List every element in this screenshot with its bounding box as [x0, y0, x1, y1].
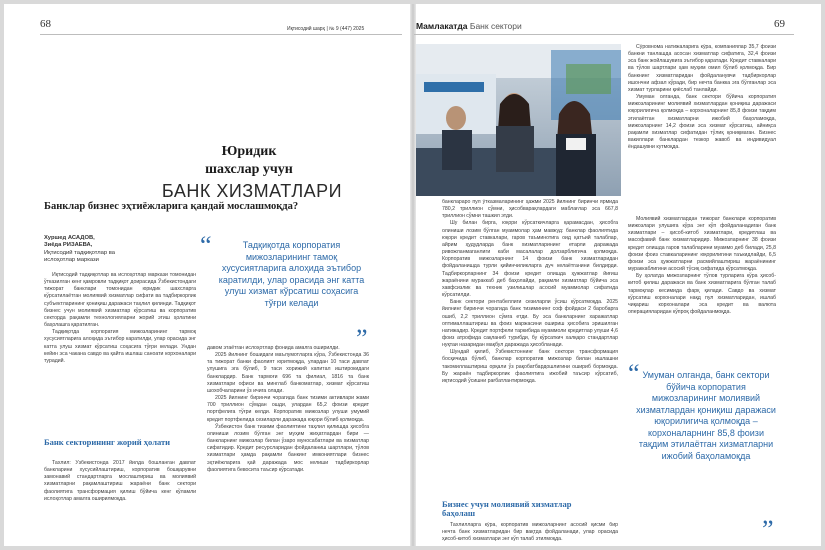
paragraph: Сўровнома натижаларига кўра, компаниялар 35,7 фоизи банкни танлашда асосан хизматлар сифатига, 32,4 фоизи эса банк жойлашувига эътибор қаратади. Кредит ставкалари ва тўлов шартлари ҳам муҳим омил бўлиб қолмоқда. Бир банкнинг хизматларидан фойдаланувчи тадбиркорлар ишончни афзал кўради, бир нечта банкка эга бўлганлар эса хизмат турларини қиёслаб танлайди. [628, 44, 776, 93]
column-right-a-end-text [442, 522, 618, 544]
author-affiliation: Иқтисодий тадқиқотлар ва ислоҳотлар маркази [44, 249, 115, 263]
pull-quote: Умуман олганда, банк сектори бўйича корпоратия мижозларининг молиявий хизматлардан қониқиш даражаси юқорилигича қолмоқда – корхоналарнинг 85,8 фоизи тақдим этилаётган хизматларни ижобий баҳоламоқда [636, 370, 776, 461]
paragraph: 2025 йилнинг бошидаги маълумотларга кўра, Ўзбекистонда 36 та тижорат банки фаолият юритмоқда, улардан 10 таси давлат улушига эга бўлиб, 9 таси хорижий капитал иштирокидаги банклардир. Банк тармоғи 696 та филиал, 1816 та банк хизматлари офиси ва минглаб банкоматлар, хизмат кўрсатиш шохобчаларини ўз ичига олади. [207, 352, 369, 394]
article-subtitle: Банклар бизнес эҳтиёжларига қандай мослашмоқда? [44, 201, 299, 212]
section-header-bold: Мамлакатда [416, 21, 468, 31]
column-1b-text [44, 460, 196, 546]
paragraph: Шу билан бирга, юқори кўрсаткичларга қарамасдан, ҳисобга олиниши лозим бўлган муаммолар ҳам мавжуд: банклар фаолиятида юқори кредит ставкалари, гаров таъминотига оид қатъий талаблар, айрим ҳудудларда банк хизматларининг етарли даражада ривожланмаганлиги каби масалалар долзарблигича қолмоқда. Корпоратив мижозларнинг 14 фоизи банк хизматларидан фойдаланишда турли қийинчиликларга дуч келаётганини билдирди. Тадбиркорларнинг 34 фоизи кредит олишда ҳужжатлар йиғиш жараёнини мураккаб деб баҳолайди, рақамли хизматлар бўйича эса хавфсизлик ва техник узилишлар асосий муаммолар сифатида кўрсатилди. [442, 220, 618, 299]
magazine-header: Иқтисодий шарҳ | № 9 (447) 2025 [287, 26, 365, 32]
column-right-a-text [442, 199, 618, 497]
paragraph: Ўзбекистон банк тизими фаолиятини таҳлил қилишда ҳисобга олиниши лозим бўлган энг муҳим жиҳатлардан бири — банкларнинг мижозлар билан ўзаро муносабатлари ва хизматлар сифатидир. Кредит ресурсларидан фойдаланиш шартлари, тўлов хизматлари ҳамда рақамли банкинг имкониятлари бизнес эҳтиёжларига қай даражада мос келиши тадбиркорлар фаолиятига бевосита таъсир кўрсатади. [207, 423, 369, 473]
paragraph: Тахлил: Ўзбекистонда 2017 йилда бошланган давлат банкларини хусусийлаштириш, корпоратив бошқарувни замонавий стандартларга мослаштириш ва молиявий хизматларни рақамлаштириш жараёни банк сектори фаолиятига трансформация қилиш бўйича кенг кўламли ислоҳотлар амалга оширилмоқда. [44, 460, 196, 502]
right-page [414, 4, 821, 546]
authors-block [44, 235, 194, 264]
paragraph: Шундай қилиб, Ўзбекистоннинг банк сектори трансформация босқичида бўлиб, банклар корпоратив мижозлар билан ишлашни такомиллаштириш орқали ўз рақобатбардошлигини ошириб бормоқда. Бу жараён тадбиркорлик фаолиятига ижобий таъсир кўрсатиб, иқтисодий ўсишни рағбатлантирмоқда. [442, 349, 618, 384]
title-line-2: шахслар учун [205, 162, 293, 177]
paragraph: 2025 йилнинг биринчи чорагида банк тизими активлари жами 700 триллион сўмдан ошди, улардан 65,2 фоизи кредит портфелига тўғри келди. Корпоратив мижозлар улуши умумий кредит портфелида сезиларли даражада юқори бўлиб қолмоқда. [207, 395, 369, 423]
section-heading: Банк секторининг жорий ҳолати [44, 437, 171, 447]
paragraph: Бу ҳолатда мижозларнинг тўлов турларига кўра ҳисоб-китоб қилиш даражаси ва банк хизматларига бўлган талаб тармоқлар кесимида фарқ қилади. Савдо ва хизмат кўрсатиш корхоналари нақд пул хизматларидан, ишлаб чиқариш корхоналари эса кредит ва валюта операцияларидан кўпроқ фойдаланмоқда. [628, 273, 776, 316]
paragraph: Умуман олганда, банк сектори бўйича корпоратия мижозларининг молиявий хизматлардан қониқиш даражаси юқорилигича қолмоқда – корхоналарнинг 85,8 фоизи тақдим этилаётган хизматларни ижобий баҳоламоқда, мижозларнинг 14,2 фоизи эса хизмат кўрсатиш, айниқса рақамли хизматлар сифатидан тўлиқ қониқмаган. Бизнес вакиллари банклардан тезкор жавоб ва индивидуал ёндашувни кутмоқда. [628, 94, 776, 151]
title-line-3: БАНК ХИЗМАТЛАРИ [161, 181, 343, 201]
paragraph: Иқтисодий тадқиқотлар ва ислоҳотлар маркази томонидан ўтказилган кенг қамровли тадқиқот доирасида Ўзбекистондаги тижорат банклари томонидан юридик шахсларга кўрсатилаётган молиявий хизматлар сифати ва тадбиркорлик субъектларининг қониқиш даражаси таҳлил қилинди. Тадқиқот бизнес учун молиявий хизматлар кўрсатиш ва корпоратив секторда рақамли технологияларни жорий этиш ҳолатини баҳолашга қаратилган. [44, 272, 196, 329]
header-rule [40, 34, 402, 35]
quote-close-mark: ” [356, 324, 368, 353]
header-rule [414, 34, 794, 35]
paragraph: Банк сектори рентабеллиги сезиларли ўсиш кўрсатмоқда. 2025 йилнинг биринчи чорагида банк тизимининг соф фойдаси 2 баробарга ошиб, 2,2 триллион сўмга етди. Бу эса банкларнинг харажатлар оптималлаштириш ва фоиз маржасини ошириш ҳисобига эришилган натижадир. Кредит портфели таркибида муаммоли кредитлар улуши 4,6 фоиз атрофида сақланиб турибди, бу кўрсаткич халқаро стандартлар нуқтаи назаридан мақбул даражада ҳисобланади. [442, 299, 618, 349]
paragraph: давом этаётган ислоҳотлар фонида амалга оширилди. [207, 345, 340, 351]
paragraph: Тадқиқотда корпоратия мижозларининг тармоқ хусусиятларига алоҳида эътибор каратилди, улар орасида энг катта улуш хизмат кўрсатиш соҳасига тўғри келади. Ундан кейин эса чакана савдо ва қайта ишлаш саноати корхоналари турадий. [44, 329, 196, 364]
quote-open-mark: “ [628, 359, 640, 388]
quote-open-mark: “ [200, 231, 212, 260]
section-heading: Бизнес учун молиявий хизматлар баҳолаш [442, 499, 572, 518]
column-right-middle-text [628, 216, 776, 356]
paragraph: Молиявий хизматлардан тижорат банклари корпоратив мижозлари улушига кўра энг кўп фойдаланадиган банк хизматлари – ҳисоб-китоб хизматлари, кредитлаш ва масофавий банк хизматларидир. Мижозларнинг 38 фоизи кредит олишда гаров талабларини муаммо деб билади, 25,8 фоизи фоиз ставкаларининг юқорилигини таъкидлайди, 6,5 фоизи эса ҳужжатларни расмийлаштириш жараёнининг мураккаблигини асосий тўсиқ сифатида кўрсатмоқда. [628, 216, 776, 273]
section-header-rest: Банк сектори [469, 21, 522, 31]
author-2: Зиёда РИЗАЕВА, [44, 242, 93, 249]
left-page [4, 4, 412, 546]
quote-close-mark: ” [762, 515, 774, 544]
column-right-top-text [628, 44, 776, 214]
magazine-spread [4, 4, 821, 546]
paragraph: банклараро пул ўтказмаларининг ҳажми 2025 йилнинг биринчи ярмида 780,2 триллион сўмни, ҳисобварақлардаги маблағлар эса 667,8 триллион сўмни ташкил этди. [442, 199, 618, 220]
page-number: 69 [774, 18, 785, 30]
paragraph: Тахлилларга кўра, корпоратив мижозларнинг асосий қисми бир нечта банк хизматларидан бир вақтда фойдаланади, улар орасида ҳисоб-китоб хизматлари энг кўп талаб этилмоқда. [442, 522, 618, 543]
author-1: Хуршед АСАДОВ, [44, 235, 95, 241]
column-1-text [44, 272, 196, 434]
exhibition-photo [416, 44, 621, 196]
column-2-text [207, 345, 369, 546]
pull-quote: Тадқиқотда корпоратия мижозларининг тамоқ хусусиятларига алоҳида эътибор каратилди, улар орасида энг катта улуш хизмат кўрсатиш соҳасига тўғри келади [218, 240, 365, 308]
exhibition-photo-illustration [416, 44, 621, 196]
page-number: 68 [40, 18, 51, 30]
title-line-1: Юридик [221, 144, 277, 159]
section-header [416, 21, 522, 31]
